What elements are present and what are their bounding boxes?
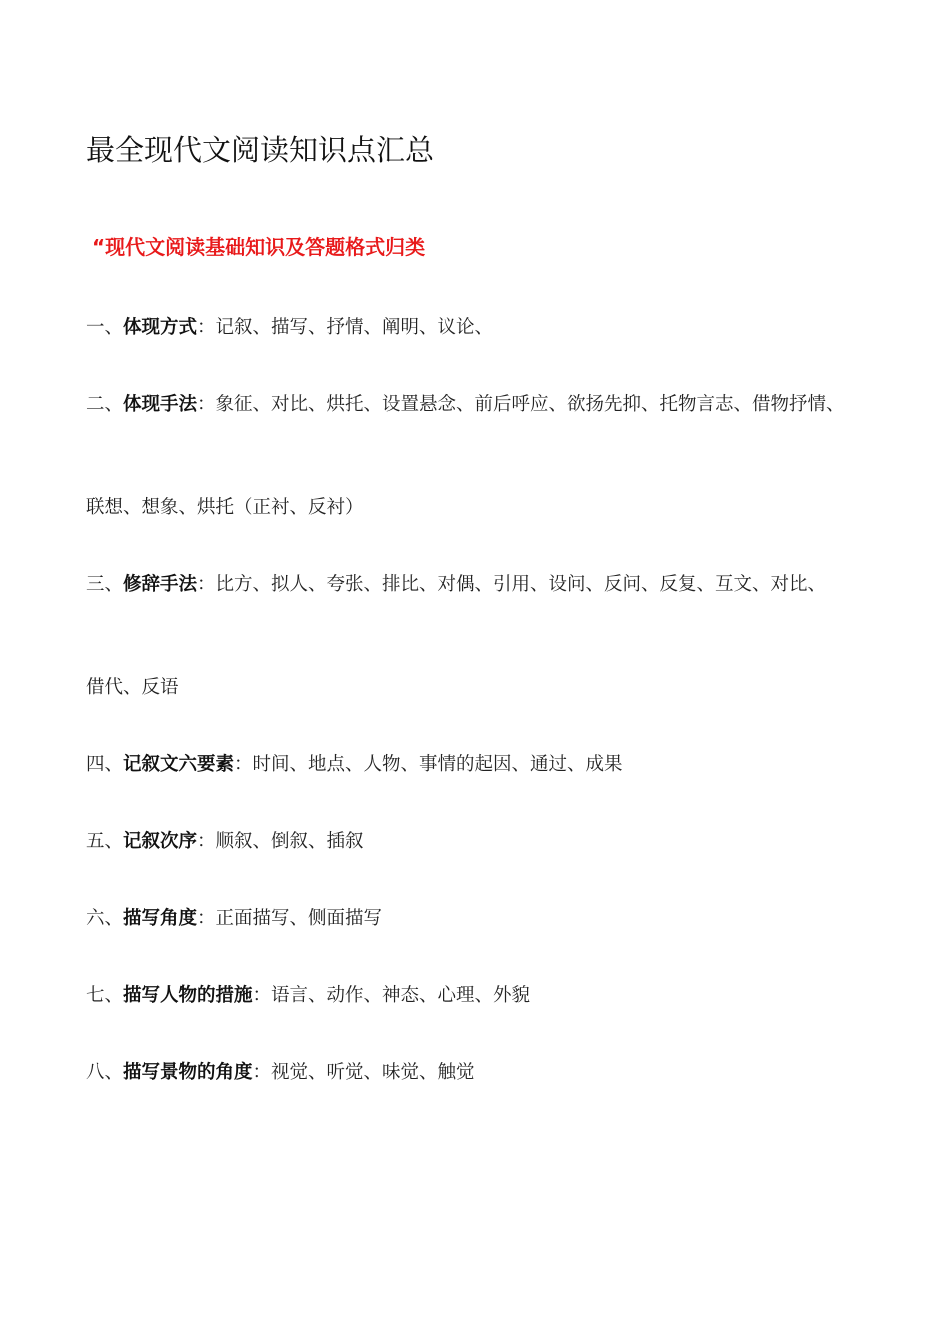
item-narrative-order: [86, 829, 364, 855]
item-continuation: 借代、反语: [86, 677, 179, 698]
item-term: 记叙文六要素: [123, 754, 235, 775]
item-separator: ：: [234, 754, 253, 775]
item-content: 视觉、听觉、味觉、触觉: [271, 1062, 475, 1083]
item-prefix: 七、: [86, 985, 124, 1006]
item-separator: ：: [197, 908, 216, 929]
item-rhetorical-devices: [86, 572, 826, 598]
item-content: 比方、拟人、夸张、排比、对偶、引用、设问、反问、反复、互文、对比、: [215, 574, 827, 595]
item-continuation: 联想、想象、烘托（正衬、反衬）: [86, 497, 364, 518]
item-term: 记叙次序: [123, 831, 198, 852]
item-expression-techniques: [86, 392, 845, 418]
item-term: 修辞手法: [123, 574, 198, 595]
item-separator: ：: [197, 394, 216, 415]
item-term: 体现方式: [123, 317, 198, 338]
item-separator: ：: [252, 1062, 272, 1083]
item-content: 象征、对比、烘托、设置悬念、前后呼应、欲扬先抑、托物言志、借物抒情、: [215, 394, 845, 415]
item-prefix: 八、: [86, 1062, 124, 1083]
item-separator: ：: [197, 831, 216, 852]
item-content: 正面描写、侧面描写: [215, 908, 383, 929]
item-term: 描写角度: [123, 908, 198, 929]
item-term: 体现手法: [123, 394, 198, 415]
item-content: 时间、地点、人物、事情的起因、通过、成果: [252, 754, 623, 775]
item-prefix: 四、: [86, 754, 124, 775]
item-separator: ：: [197, 317, 216, 338]
item-prefix: 六、: [86, 908, 124, 929]
item-term: 描写景物的角度: [123, 1062, 253, 1083]
item-content: 记叙、描写、抒情、阐明、议论、: [215, 317, 494, 338]
item-prefix: 一、: [86, 317, 124, 338]
item-content: 语言、动作、神态、心理、外貌: [271, 985, 531, 1006]
item-term: 描写人物的措施: [123, 985, 253, 1006]
item-prefix: 五、: [86, 831, 124, 852]
item-expression-modes: [86, 315, 493, 341]
item-separator: ：: [197, 574, 216, 595]
section-subtitle: “现代文阅读基础知识及答题格式归类: [92, 235, 426, 259]
document-title: 最全现代文阅读知识点汇总: [86, 133, 435, 167]
item-character-description: [86, 983, 530, 1009]
item-prefix: 三、: [86, 574, 124, 595]
item-prefix: 二、: [86, 394, 124, 415]
item-content: 顺叙、倒叙、插叙: [215, 831, 364, 852]
item-narrative-elements: [86, 752, 623, 778]
item-separator: ：: [252, 985, 272, 1006]
item-description-angle: [86, 906, 382, 932]
item-scenery-description: [86, 1060, 475, 1086]
